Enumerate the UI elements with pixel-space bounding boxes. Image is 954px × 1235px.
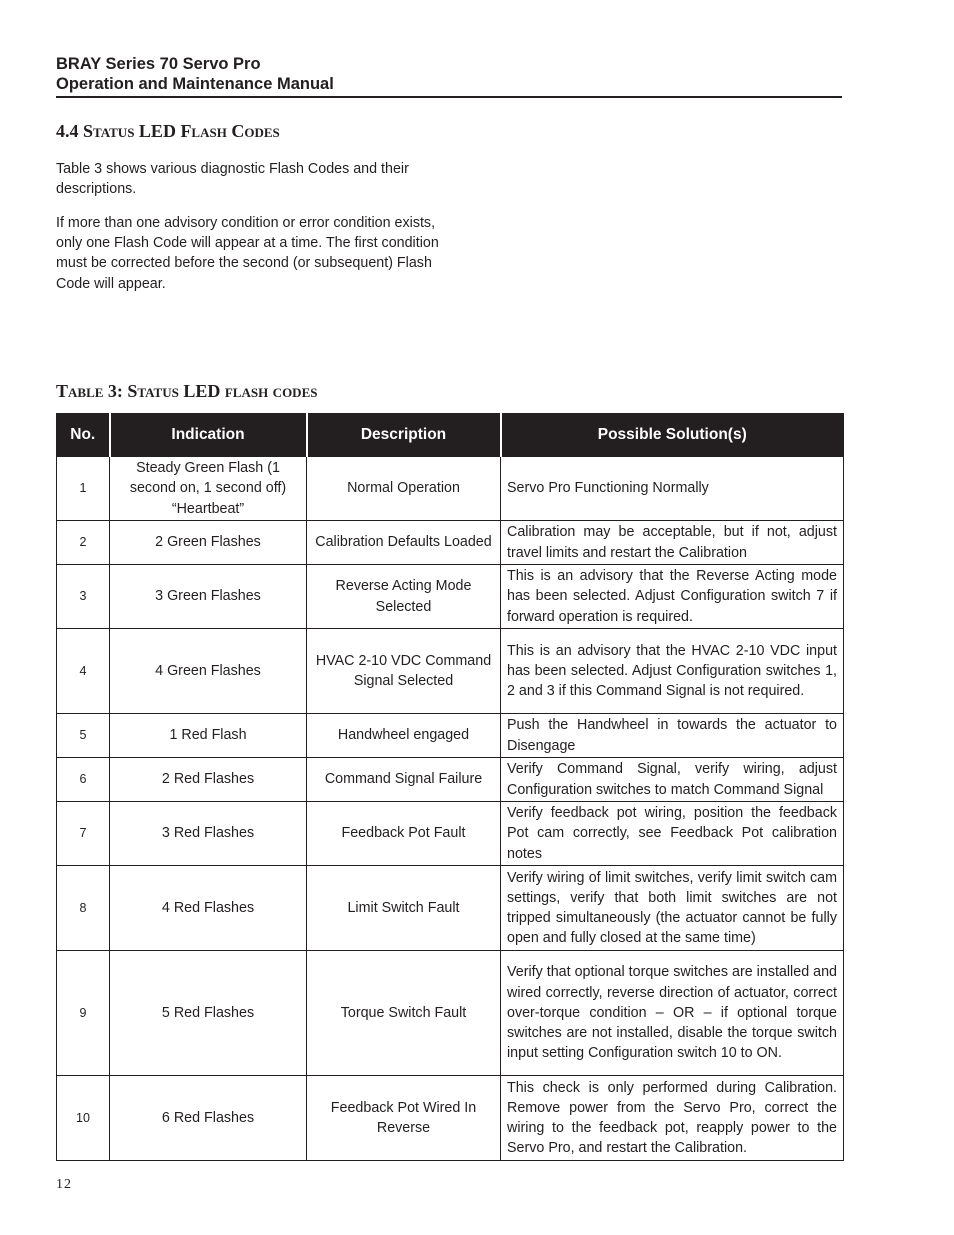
cell-indication: 5 Red Flashes [110, 951, 307, 1076]
table-caption: Table 3: Status LED flash codes [56, 381, 318, 401]
column-header-solution: Possible Solution(s) [501, 414, 844, 457]
table-row [57, 951, 844, 1076]
cell-description: Handwheel engaged [307, 714, 501, 758]
table-row [57, 1076, 844, 1161]
cell-no: 1 [57, 457, 110, 521]
cell-indication: 4 Green Flashes [110, 629, 307, 714]
cell-description: Calibration Defaults Loaded [307, 521, 501, 565]
cell-no: 8 [57, 866, 110, 951]
intro-paragraph: Table 3 shows various diagnostic Flash Codes and their descriptions. [56, 161, 409, 198]
header-subtitle: Operation and Maintenance Manual [56, 75, 334, 93]
cell-indication: 3 Green Flashes [110, 565, 307, 629]
cell-description: Feedback Pot Wired In Reverse [307, 1076, 501, 1161]
cell-description: HVAC 2-10 VDC Command Signal Selected [307, 629, 501, 714]
cell-description: Feedback Pot Fault [307, 802, 501, 866]
cell-no: 7 [57, 802, 110, 866]
cell-indication: 3 Red Flashes [110, 802, 307, 866]
table-row [57, 714, 844, 758]
cell-indication: 2 Red Flashes [110, 758, 307, 802]
cell-solution: This check is only performed during Calibration. Remove power from the Servo Pro, correct the wiring to the feedback pot, reapply power to the Servo Pro, and restart the Calibration. [501, 1076, 844, 1161]
cell-solution: Verify that optional torque switches are installed and wired correctly, reverse direction of actuator, correct over-torque condition – OR – if optional torque switches are not installed, disable the torque switch input setting Configuration switch 10 to ON. [501, 951, 844, 1076]
header-divider [56, 96, 842, 98]
document-header [56, 54, 842, 94]
section-title: 4.4 Status LED Flash Codes [56, 121, 280, 141]
table-row [57, 866, 844, 951]
flash-codes-table [56, 413, 844, 1161]
cell-description: Reverse Acting Mode Selected [307, 565, 501, 629]
column-header-indication: Indication [110, 414, 307, 457]
column-header-description: Description [307, 414, 501, 457]
cell-no: 3 [57, 565, 110, 629]
cell-no: 10 [57, 1076, 110, 1161]
cell-description: Torque Switch Fault [307, 951, 501, 1076]
cell-no: 5 [57, 714, 110, 758]
cell-indication: 1 Red Flash [110, 714, 307, 758]
cell-no: 4 [57, 629, 110, 714]
cell-solution: Push the Handwheel in towards the actuator to Disengage [501, 714, 844, 758]
cell-indication: 4 Red Flashes [110, 866, 307, 951]
table-row [57, 802, 844, 866]
cell-description: Command Signal Failure [307, 758, 501, 802]
cell-solution: Verify Command Signal, verify wiring, adjust Configuration switches to match Command Signal [501, 758, 844, 802]
table-row [57, 758, 844, 802]
cell-no: 9 [57, 951, 110, 1076]
cell-indication: 2 Green Flashes [110, 521, 307, 565]
cell-solution: Calibration may be acceptable, but if not, adjust travel limits and restart the Calibration [501, 521, 844, 565]
column-header-no: No. [57, 414, 110, 457]
cell-solution: This is an advisory that the Reverse Acting mode has been selected. Adjust Configuration switch 7 if forward operation is required. [501, 565, 844, 629]
cell-solution: Servo Pro Functioning Normally [501, 457, 844, 521]
table-row [57, 629, 844, 714]
cell-solution: Verify wiring of limit switches, verify limit switch cam settings, verify that both limit switches are not tripped simultaneously (the actuator cannot be fully open and fully closed at the same time) [501, 866, 844, 951]
cell-indication: 6 Red Flashes [110, 1076, 307, 1161]
table-header-row [57, 414, 844, 457]
cell-solution: Verify feedback pot wiring, position the feedback Pot cam correctly, see Feedback Pot calibration notes [501, 802, 844, 866]
table-row [57, 457, 844, 521]
advisory-paragraph: If more than one advisory condition or error condition exists, only one Flash Code will appear at a time. The first condition must be corrected before the second (or subsequent) Flash Code will appear. [56, 215, 439, 292]
table-row [57, 565, 844, 629]
cell-no: 6 [57, 758, 110, 802]
header-title: BRAY Series 70 Servo Pro [56, 55, 261, 73]
cell-solution: This is an advisory that the HVAC 2-10 VDC input has been selected. Adjust Configuration switches 1, 2 and 3 if this Command Signal is not required. [501, 629, 844, 714]
table-row [57, 521, 844, 565]
cell-no: 2 [57, 521, 110, 565]
cell-description: Limit Switch Fault [307, 866, 501, 951]
cell-indication: Steady Green Flash (1 second on, 1 second off) “Heartbeat” [110, 457, 307, 521]
cell-description: Normal Operation [307, 457, 501, 521]
page-number: 12 [56, 1177, 72, 1192]
